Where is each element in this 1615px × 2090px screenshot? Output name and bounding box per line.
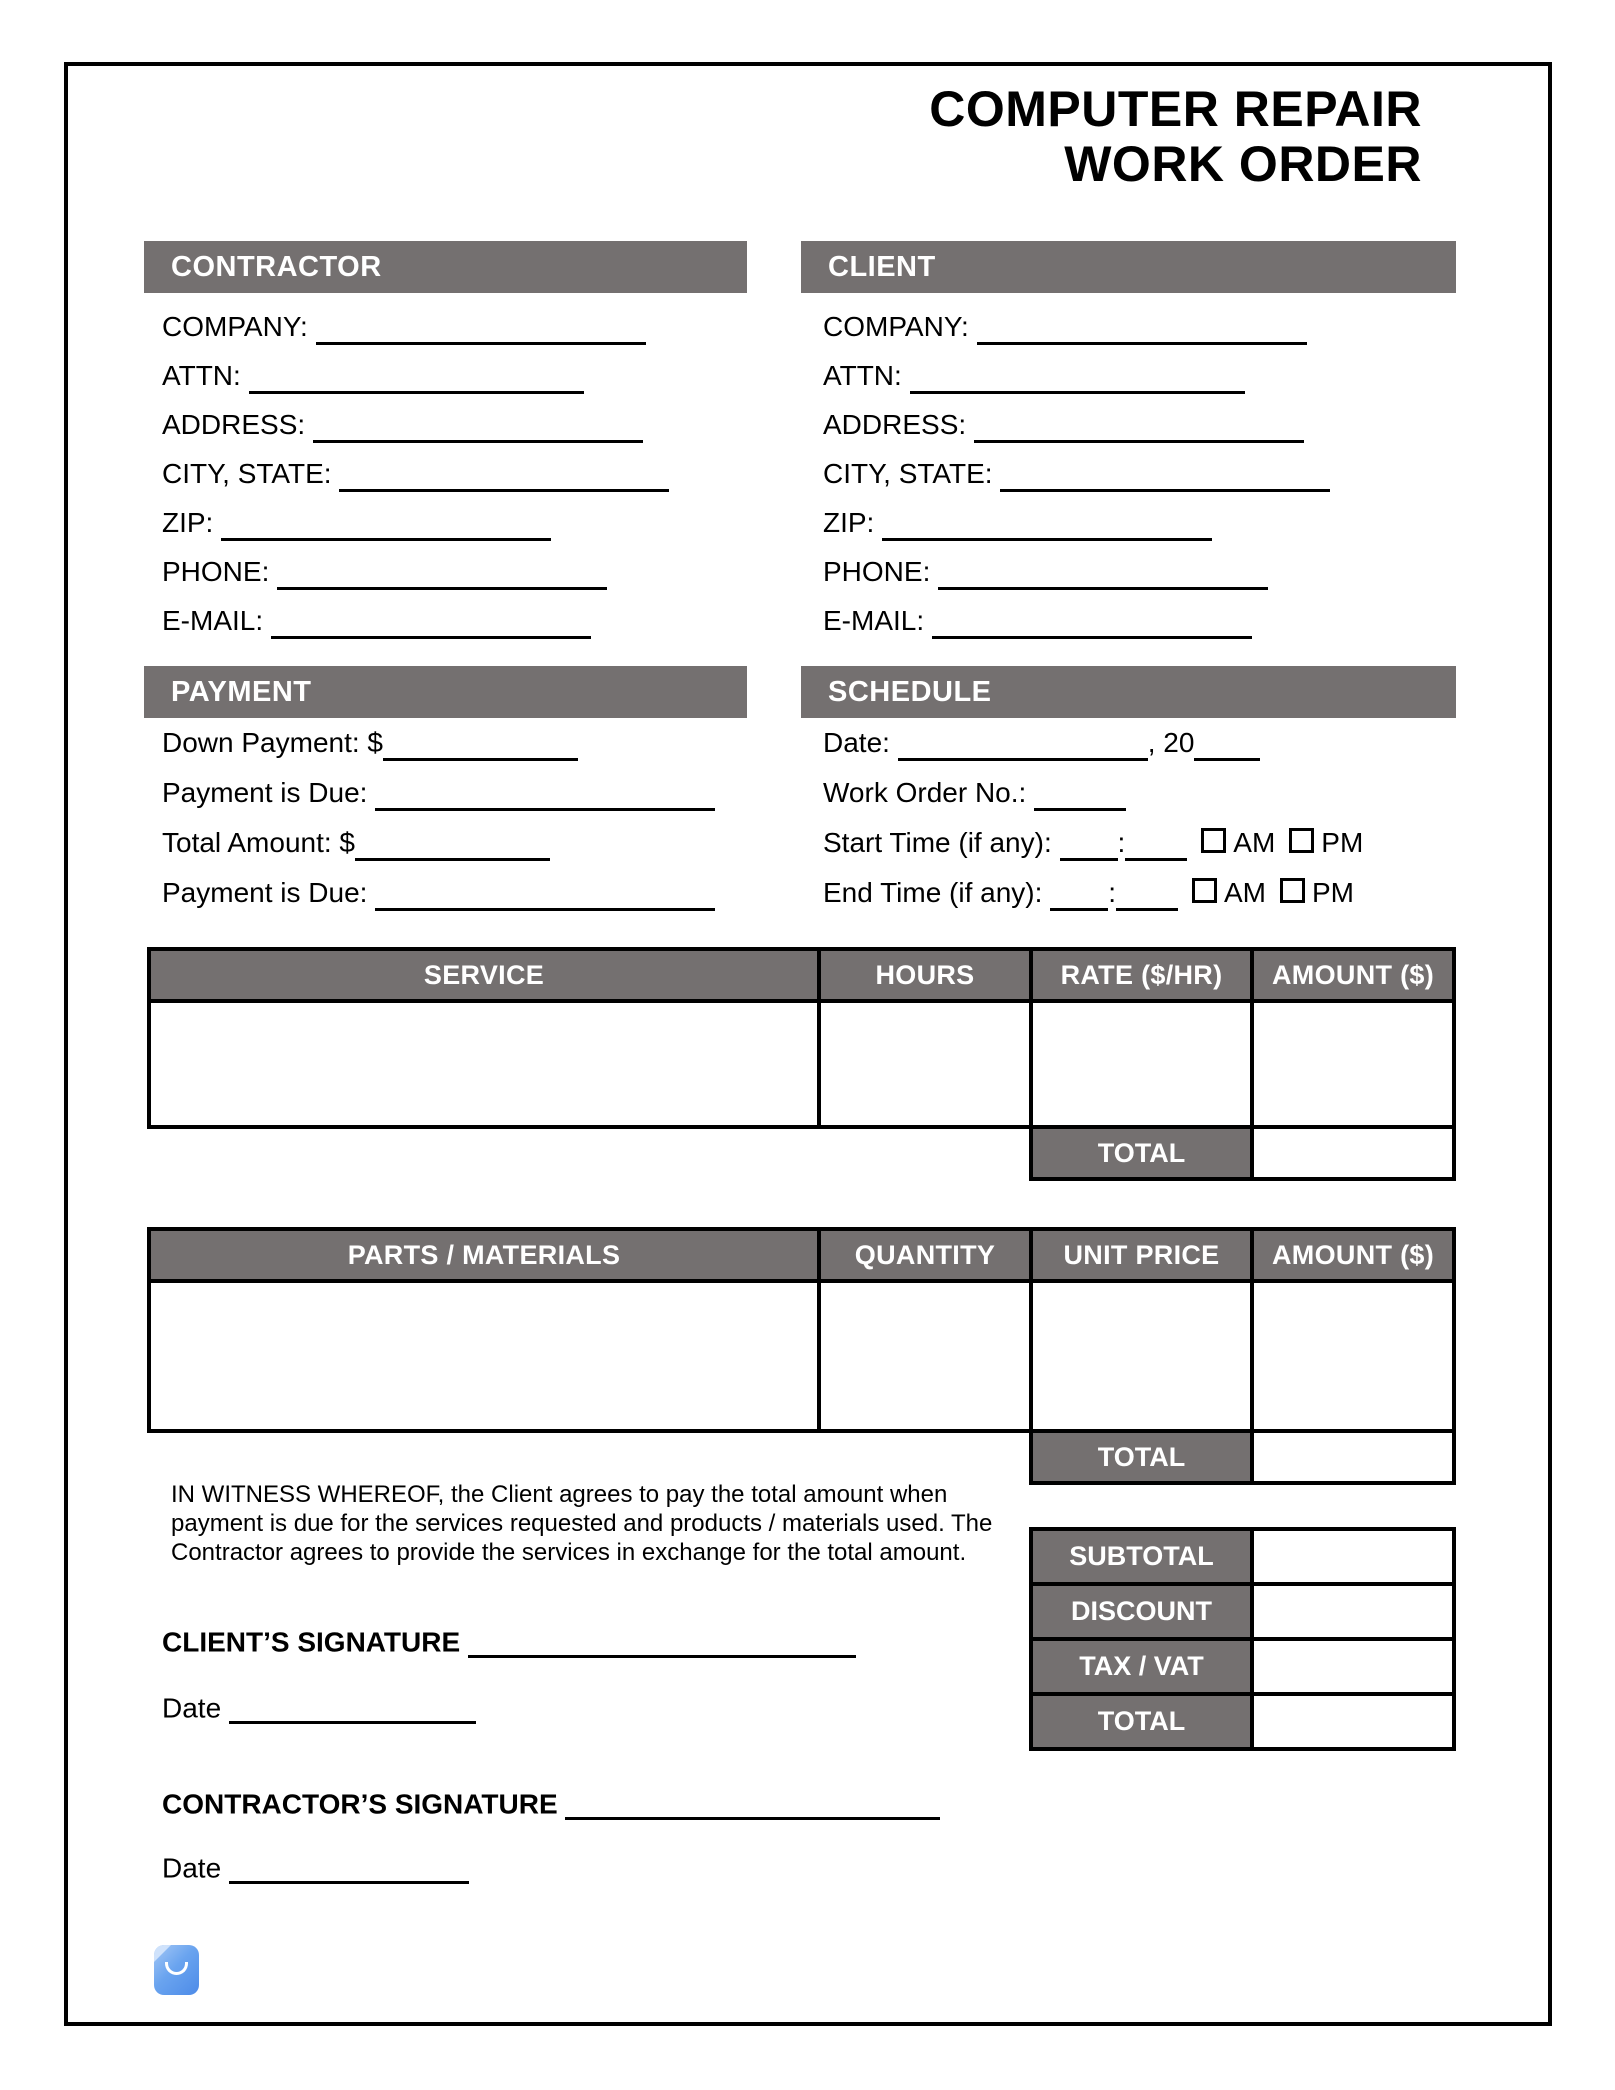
client-city-state-row [823, 456, 1330, 492]
contractor-date-line[interactable] [229, 1852, 469, 1884]
parts-cell[interactable] [149, 1281, 819, 1431]
witness-line-3: Contractor agrees to provide the services in exchange for the total amount. [171, 1539, 967, 1566]
end-hour-line[interactable] [1050, 879, 1108, 911]
work-order-no-label: Work Order No.: [823, 777, 1027, 808]
parts-table-body-row [149, 1281, 1454, 1431]
payment-due-line-1[interactable] [375, 779, 715, 811]
parts-table-header-row [149, 1229, 1454, 1281]
service-cell[interactable] [149, 1001, 819, 1127]
contractor-heading: CONTRACTOR [171, 250, 382, 283]
schedule-date-line[interactable] [898, 729, 1148, 761]
contractor-attn-line[interactable] [249, 362, 584, 394]
work-order-no-row [823, 775, 1126, 811]
payment-due-line-2[interactable] [375, 879, 715, 911]
contractor-address-label: ADDRESS: [162, 409, 306, 440]
client-email-label: E-MAIL: [823, 605, 925, 636]
contractor-date-label: Date [162, 1852, 222, 1884]
grand-total-value-cell[interactable] [1252, 1694, 1454, 1749]
client-address-row [823, 407, 1304, 443]
service-header: SERVICE [149, 949, 819, 1001]
client-address-label: ADDRESS: [823, 409, 967, 440]
client-date-line[interactable] [229, 1692, 476, 1724]
witness-line-2: payment is due for the services requested and products / materials used. The [171, 1510, 993, 1537]
total-amount-row [162, 825, 550, 861]
contractor-address-line[interactable] [313, 411, 643, 443]
parts-amount-header: AMOUNT ($) [1252, 1229, 1454, 1281]
contractor-signature-row [162, 1788, 940, 1820]
start-hour-line[interactable] [1060, 829, 1118, 861]
down-payment-row [162, 725, 578, 761]
contractor-city-state-row [162, 456, 669, 492]
tax-vat-label: TAX / VAT [1031, 1639, 1252, 1694]
payment-due-label-1: Payment is Due: [162, 777, 368, 808]
tax-vat-row [1031, 1639, 1454, 1694]
contractor-email-label: E-MAIL: [162, 605, 264, 636]
schedule-date-row [823, 725, 1260, 761]
end-pm-checkbox[interactable] [1280, 878, 1305, 903]
client-attn-row [823, 358, 1245, 394]
client-company-row [823, 309, 1307, 345]
rate-header: RATE ($/HR) [1031, 949, 1252, 1001]
service-total-row [149, 1127, 1454, 1179]
schedule-heading: SCHEDULE [828, 675, 992, 708]
end-pm-label: PM [1311, 877, 1354, 908]
contractor-date-row [162, 1852, 469, 1884]
contractor-address-row [162, 407, 643, 443]
start-time-row [823, 825, 1363, 861]
contractor-phone-label: PHONE: [162, 556, 270, 587]
contractor-zip-line[interactable] [221, 509, 551, 541]
end-time-colon: : [1108, 877, 1116, 908]
page-title-line1: COMPUTER REPAIR [929, 81, 1422, 137]
total-amount-line[interactable] [355, 829, 550, 861]
work-order-no-line[interactable] [1034, 779, 1126, 811]
page-title-line2: WORK ORDER [1064, 136, 1422, 192]
client-date-row [162, 1692, 476, 1724]
contractor-email-line[interactable] [271, 607, 591, 639]
total-amount-label: Total Amount: $ [162, 827, 356, 858]
quantity-header: QUANTITY [819, 1229, 1031, 1281]
schedule-date-label: Date: [823, 727, 890, 758]
contractor-attn-row [162, 358, 584, 394]
end-minute-line[interactable] [1116, 879, 1178, 911]
contractor-company-row [162, 309, 646, 345]
parts-amount-cell[interactable] [1252, 1281, 1454, 1431]
page-title [929, 82, 1422, 192]
start-am-label: AM [1233, 827, 1276, 858]
discount-value-cell[interactable] [1252, 1584, 1454, 1639]
payment-heading: PAYMENT [171, 675, 312, 708]
service-total-value-cell[interactable] [1252, 1127, 1454, 1179]
unit-price-header: UNIT PRICE [1031, 1229, 1252, 1281]
client-address-line[interactable] [974, 411, 1304, 443]
client-zip-line[interactable] [882, 509, 1212, 541]
rate-cell[interactable] [1031, 1001, 1252, 1127]
subtotal-row [1031, 1529, 1454, 1584]
contractor-signature-line[interactable] [565, 1788, 940, 1820]
client-email-line[interactable] [932, 607, 1252, 639]
work-order-page [64, 62, 1552, 2026]
start-time-label: Start Time (if any): [823, 827, 1052, 858]
client-email-row [823, 603, 1252, 639]
client-section-header [801, 241, 1456, 293]
start-minute-line[interactable] [1125, 829, 1187, 861]
subtotal-value-cell[interactable] [1252, 1529, 1454, 1584]
contractor-signature-label: CONTRACTOR’S SIGNATURE [162, 1788, 558, 1820]
payment-due-row-2 [162, 875, 715, 911]
client-signature-label: CLIENT’S SIGNATURE [162, 1626, 461, 1658]
client-attn-label: ATTN: [823, 360, 902, 391]
client-signature-row [162, 1626, 856, 1658]
client-signature-line[interactable] [468, 1626, 856, 1658]
service-table-header-row [149, 949, 1454, 1001]
contractor-company-label: COMPANY: [162, 311, 308, 342]
witness-line-1: IN WITNESS WHEREOF, the Client agrees to pay the total amount when [171, 1481, 948, 1508]
quantity-cell[interactable] [819, 1281, 1031, 1431]
contractor-company-line[interactable] [316, 313, 646, 345]
grand-total-label: TOTAL [1031, 1694, 1252, 1749]
unit-price-cell[interactable] [1031, 1281, 1252, 1431]
grand-total-row [1031, 1694, 1454, 1749]
smile-document-logo-icon [154, 1945, 199, 1995]
parts-total-row [149, 1431, 1454, 1483]
client-phone-line[interactable] [938, 558, 1268, 590]
client-date-label: Date [162, 1692, 222, 1724]
tax-vat-value-cell[interactable] [1252, 1639, 1454, 1694]
start-am-checkbox[interactable] [1201, 828, 1226, 853]
contractor-attn-label: ATTN: [162, 360, 241, 391]
client-zip-row [823, 505, 1212, 541]
hours-header: HOURS [819, 949, 1031, 1001]
parts-total-label: TOTAL [1031, 1431, 1252, 1483]
down-payment-line[interactable] [383, 729, 578, 761]
client-phone-label: PHONE: [823, 556, 931, 587]
witness-paragraph [171, 1480, 992, 1567]
discount-row [1031, 1584, 1454, 1639]
end-time-row [823, 875, 1354, 911]
start-time-colon: : [1117, 827, 1126, 858]
client-city-state-line[interactable] [1000, 460, 1330, 492]
contractor-email-row [162, 603, 591, 639]
client-heading: CLIENT [828, 250, 936, 283]
summary-table [1029, 1527, 1456, 1751]
end-time-label: End Time (if any): [823, 877, 1043, 908]
parts-total-spacer [149, 1431, 1031, 1483]
service-table [147, 947, 1456, 1181]
schedule-year-line[interactable] [1194, 729, 1260, 761]
contractor-city-state-label: CITY, STATE: [162, 458, 332, 489]
logo-smile [165, 1962, 188, 1975]
end-am-label: AM [1223, 877, 1266, 908]
contractor-zip-label: ZIP: [162, 507, 214, 538]
payment-due-row-1 [162, 775, 715, 811]
logo-fold-corner [154, 1945, 171, 1962]
contractor-phone-line[interactable] [277, 558, 607, 590]
contractor-phone-row [162, 554, 607, 590]
parts-header: PARTS / MATERIALS [149, 1229, 819, 1281]
service-total-spacer [149, 1127, 1031, 1179]
end-am-checkbox[interactable] [1192, 878, 1217, 903]
contractor-city-state-line[interactable] [339, 460, 669, 492]
client-company-line[interactable] [977, 313, 1307, 345]
parts-total-value-cell[interactable] [1252, 1431, 1454, 1483]
contractor-section-header [144, 241, 747, 293]
payment-section-header [144, 666, 747, 718]
service-amount-header: AMOUNT ($) [1252, 949, 1454, 1001]
service-total-label: TOTAL [1031, 1127, 1252, 1179]
schedule-year-prefix: , 20 [1147, 727, 1195, 758]
parts-table [147, 1227, 1456, 1485]
start-pm-checkbox[interactable] [1289, 828, 1314, 853]
client-company-label: COMPANY: [823, 311, 969, 342]
payment-due-label-2: Payment is Due: [162, 877, 368, 908]
client-zip-label: ZIP: [823, 507, 875, 538]
discount-label: DISCOUNT [1031, 1584, 1252, 1639]
client-phone-row [823, 554, 1268, 590]
subtotal-label: SUBTOTAL [1031, 1529, 1252, 1584]
down-payment-label: Down Payment: $ [162, 727, 383, 758]
client-attn-line[interactable] [910, 362, 1245, 394]
schedule-section-header [801, 666, 1456, 718]
client-city-state-label: CITY, STATE: [823, 458, 993, 489]
service-amount-cell[interactable] [1252, 1001, 1454, 1127]
contractor-zip-row [162, 505, 551, 541]
start-pm-label: PM [1321, 827, 1364, 858]
service-table-body-row [149, 1001, 1454, 1127]
hours-cell[interactable] [819, 1001, 1031, 1127]
